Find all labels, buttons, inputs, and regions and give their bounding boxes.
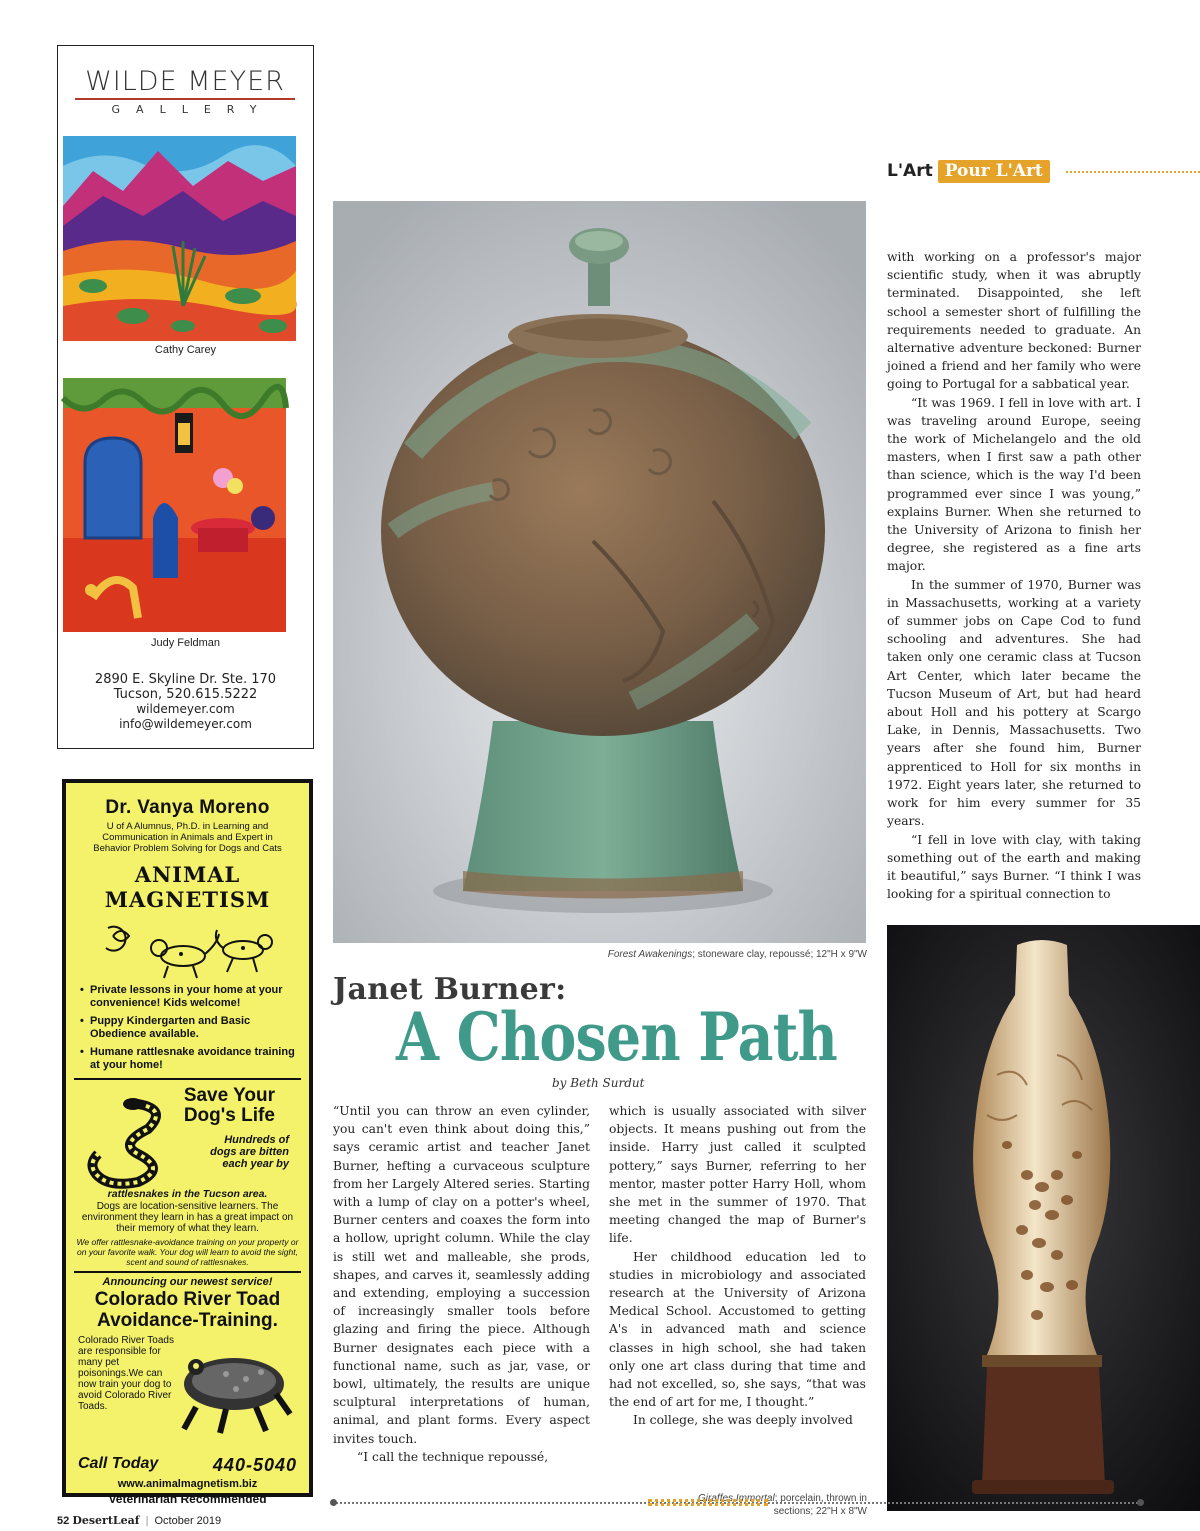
ad-credentials: U of A Alumnus, Ph.D. in Learning and Communication in Animals and Expert in Behavior Problem Solving for Dogs and Cats <box>93 821 282 854</box>
ad-brand-name: ANIMAL MAGNETISM <box>104 862 271 912</box>
forest-awakenings-photo <box>333 201 866 943</box>
ad-offer-text: We offer rattlesnake-avoidance training on your property or on your favorite walk. Your dog will learn to avoid the sight, scent and sound of rattlesnakes. <box>76 1237 299 1267</box>
toad-icon <box>166 1339 296 1439</box>
page-footer <box>57 1514 221 1527</box>
article-paragraph: In the summer of 1970, Burner was in Massachusetts, working at a variety of summer jobs on Cape Cod to fund schooling and adventures. She had taken only one ceramic class at Tucson Art Center, which later became the Tucson Museum of Art, but had heard about Holl and his pottery at Scargo Lake, in Dennis, Massachusetts. Two years after she found him, Burner apprenticed to Holl for six months in 1972. Eight years later, she returned to work for him every summer for 35 years. <box>887 577 1141 829</box>
rattlesnake-icon <box>78 1094 178 1188</box>
gallery-address: 2890 E. Skyline Dr. Ste. 170 <box>94 672 277 687</box>
ad-toad-title: Colorado River Toad Avoidance-Training. <box>94 1289 281 1331</box>
ad-save-line-1: Save Your <box>183 1085 275 1106</box>
article-column-3 <box>887 248 1141 903</box>
painting-artist-2: Judy Feldman <box>150 637 221 649</box>
footer-rule-end-dot <box>1137 1499 1144 1506</box>
ad-website[interactable]: www.animalmagnetism.biz <box>117 1478 258 1490</box>
ad-call-line <box>78 1455 297 1476</box>
ad-service-item: • Humane rattlesnake avoidance training at your home! <box>80 1046 301 1072</box>
ad-sensitive-text: Dogs are location-sensitive learners. The environment they learn in has a great impact on their memory of what they learn. <box>81 1201 294 1234</box>
article-paragraph: with working on a professor's major scientific study, when it was abruptly terminated. Disappointed, she left school a semester short of fulfilling the requirements needed to graduate. An alternative adventure beckoned: Burner joined a friend and her family who were going to Portugal for a sabbatical year. <box>887 250 1141 392</box>
article-column-1 <box>333 1102 590 1466</box>
section-header <box>887 158 1050 184</box>
ad-toad-text: Colorado River Toads are responsible for many pet poisonings.We can now train your dog to avoid Colorado River Toads. <box>78 1335 174 1412</box>
animal-magnetism-ad[interactable] <box>62 779 313 1506</box>
ad-call-label: Call Today <box>78 1455 159 1472</box>
painting-artist-1: Cathy Carey <box>154 344 217 356</box>
footer-separator: | <box>145 1515 149 1527</box>
section-dotted-rule <box>1066 171 1200 173</box>
gallery-subtitle: GALLERY <box>111 102 273 116</box>
ad-toad-block <box>66 1335 309 1451</box>
article-paragraph: In college, she was deeply involved <box>633 1413 853 1428</box>
article-paragraph: which is usually associated with silver objects. It means pushing out from the inside. Harry just called it sculpted pottery,” says Burner, referring to her mentor, master potter Harry Holl, whom she met in the summer of 1970. That meeting changed the map of Burner's life. <box>609 1104 866 1246</box>
article-paragraph: Her childhood education led to studies in microbiology and associated research at the University of Arizona Medical School. Accustomed to getting A's in advanced math and science classes in high school, she had taken only one art class during that time and had not excelled, so, she says, “that was the end of art for me, I thought.” <box>609 1249 866 1410</box>
article-column-2 <box>609 1102 866 1430</box>
ad-hundreds-text: Hundreds of dogs are bitten each year by <box>210 1134 289 1170</box>
dog-cat-illustration <box>93 918 283 980</box>
article-paragraph: “Until you can throw an even cylinder, you can't even think about doing this,” says ceramic artist and teacher Janet Burner, hefting a curvaceous sculpture from her Largely Altered series. Starting with a lump of clay on a potter's wheel, Burner centers and coaxes the form into a hollow, upright column. While the clay is still wet and malleable, she prods, shapes, and carves it, seamlessly adding and extending, employing a succession of increasingly smaller tools before glazing and firing the piece. Although Burner designates each piece with a functional name, such as jar, vase, or bowl, ultimately, the results are unique sculptural interpretations of human, animal, and plant forms. Every aspect invites touch. <box>333 1104 590 1446</box>
ad-phone-number[interactable]: 440-5040 <box>212 1455 297 1475</box>
ad-save-block <box>66 1086 309 1188</box>
ad-announce: Announcing our newest service! <box>102 1276 273 1288</box>
ad-doctor-name: Dr. Vanya Moreno <box>105 797 270 818</box>
ad-save-line-2: Dog's Life <box>183 1105 275 1126</box>
gallery-logo-rule <box>75 98 295 100</box>
section-tag: Pour L'Art <box>938 160 1050 183</box>
ad-service-item: • Puppy Kindergarten and Basic Obedience available. <box>80 1015 301 1041</box>
gallery-contact <box>57 672 314 732</box>
ad-divider <box>74 1078 301 1080</box>
article-title: A Chosen Path <box>396 998 837 1076</box>
giraffes-immortal-photo <box>887 925 1200 1511</box>
section-label: L'Art <box>887 161 933 181</box>
footer-rule-end-dot <box>330 1499 337 1506</box>
gallery-name: WILDE MEYER <box>85 66 285 97</box>
gallery-logo <box>71 66 299 116</box>
main-photo-details: ; stoneware clay, repoussé; 12"H x 9"W <box>692 949 867 960</box>
page-number: 52 <box>57 1515 70 1527</box>
gallery-email[interactable]: info@wildemeyer.com <box>119 717 252 731</box>
judy-feldman-painting <box>63 378 296 632</box>
ad-divider <box>74 1271 301 1273</box>
main-photo-title: Forest Awakenings <box>607 949 693 960</box>
ad-vet-recommended: Veterinarian Recommended <box>108 1492 267 1506</box>
footer-accent-bar <box>648 1499 768 1506</box>
main-photo-caption <box>540 949 867 960</box>
article-paragraph: “I call the technique repoussé, <box>357 1449 549 1464</box>
issue-date: October 2019 <box>154 1515 222 1527</box>
vase-photo-details: ; porcelain, thrown in sections; 22"H x 8"W <box>773 1493 867 1517</box>
vase-photo-title: Giraffes Immortal <box>698 1493 775 1504</box>
article-paragraph: “I fell in love with clay, with taking something out of the earth and making it beautiful,” says Burner. “I think I was looking for a spiritual connection to <box>887 832 1141 902</box>
ad-save-title <box>184 1086 275 1126</box>
gallery-website[interactable]: wildemeyer.com <box>136 702 235 716</box>
article-paragraph: “It was 1969. I fell in love with art. I was traveling around Europe, seeing the work of Michelangelo and the old masters, when I first saw a path other than science, which is the way I'd been programmed ever since I was young,” explains Burner. When she returned to the University of Arizona to finish her degree, she registered as a fine arts major. <box>887 395 1141 574</box>
article-byline: by Beth Surdut <box>552 1076 645 1090</box>
ad-service-item: • Private lessons in your home at your convenience! Kids welcome! <box>80 984 301 1010</box>
magazine-name: DesertLeaf <box>72 1514 140 1527</box>
article-subject-name: Janet Burner: <box>333 972 567 1007</box>
ad-services-list <box>80 984 301 1072</box>
ad-rattle-text: rattlesnakes in the Tucson area. <box>107 1188 268 1200</box>
cathy-carey-painting <box>63 136 296 341</box>
gallery-city-phone: Tucson, 520.615.5222 <box>113 687 258 702</box>
